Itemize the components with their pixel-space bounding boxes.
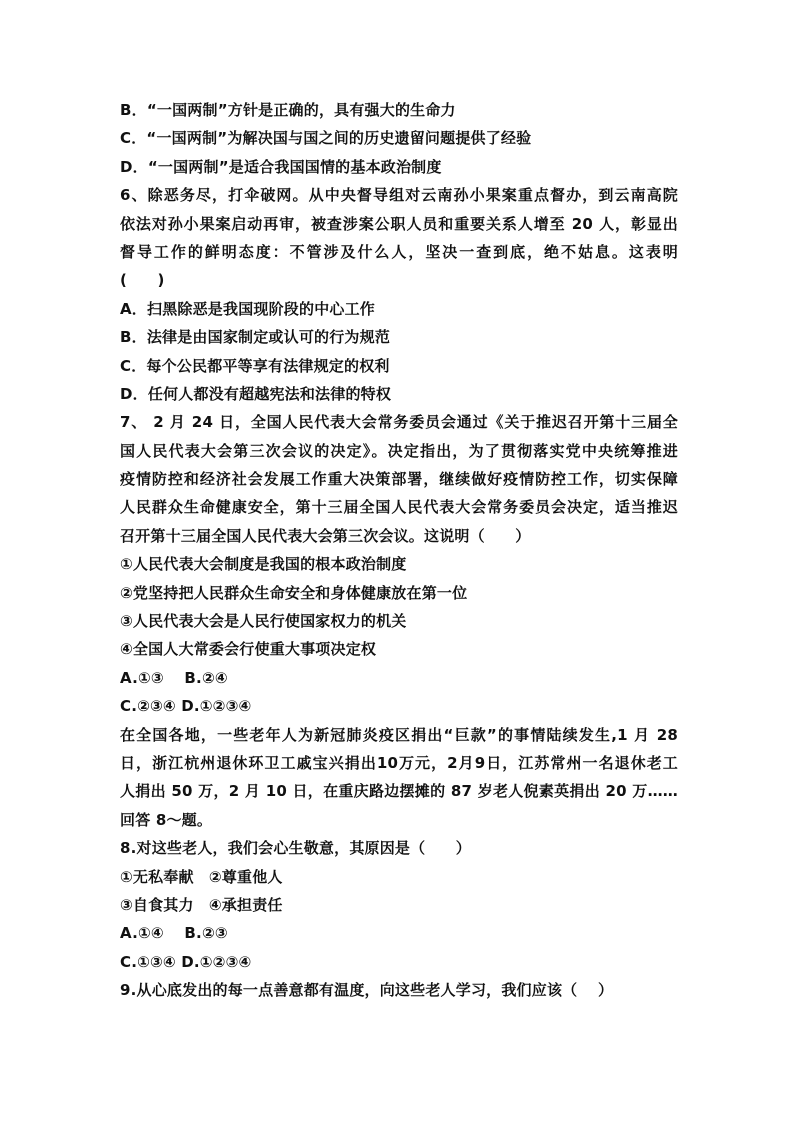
question-8-options-ab: A.①④ B.②③: [120, 924, 228, 943]
question-9-stem: 9.从心底发出的每一点善意都有温度，向这些老人学习，我们应该（ ）: [120, 981, 614, 1000]
question-7-stem-line-5: 召开第十三届全国人民代表大会第三次会议。这说明（ ）: [120, 526, 531, 545]
question-6-option-d: D．任何人都没有超越宪法和法律的特权: [120, 384, 392, 403]
question-7-statement-4: ④全国人大常委会行使重大事项决定权: [120, 640, 377, 659]
material-line-2: 日，浙江杭州退休环卫工戚宝兴捐出10万元，2月9日，江苏常州一名退休老工: [120, 753, 678, 772]
question-8-statements-34: ③自食其力 ④承担责任: [120, 895, 283, 914]
option-c-line: C．“一国两制”为解决国与国之间的历史遗留问题提供了经验: [120, 129, 532, 148]
question-7-stem-line-3: 疫情防控和经济社会发展工作重大决策部署，继续做好疫情防控工作，切实保障: [120, 470, 678, 489]
question-8-options-cd: C.①③④ D.①②③④: [120, 952, 252, 971]
question-7-statement-3: ③人民代表大会是人民行使国家权力的机关: [120, 612, 407, 631]
option-d-line: D．“一国两制”是适合我国国情的基本政治制度: [120, 157, 442, 176]
question-8-stem: 8.对这些老人，我们会心生敬意，其原因是（ ）: [120, 839, 471, 858]
document-page: [120, 96, 678, 1005]
material-line-3: 人捐出 50 万，2 月 10 日，在重庆路边摆摊的 87 岁老人倪素英捐出 20 万……: [120, 782, 678, 801]
question-7-stem-line-2: 国人民代表大会第三次会议的决定》。决定指出，为了贯彻落实党中央统筹推进: [120, 441, 678, 460]
question-6-answer-blank: ( ): [120, 271, 165, 290]
question-6-option-c: C．每个公民都平等享有法律规定的权利: [120, 356, 390, 375]
question-6-stem-line-2: 依法对孙小果案启动再审，被查涉案公职人员和重要关系人增至 20 人，彰显出: [120, 214, 678, 233]
question-6-option-a: A．扫黑除恶是我国现阶段的中心工作: [120, 299, 376, 318]
material-line-1: 在全国各地，一些老年人为新冠肺炎疫区捐出“巨款”的事情陆续发生,1 月 28: [120, 725, 678, 744]
question-6-option-b: B．法律是由国家制定或认可的行为规范: [120, 328, 391, 347]
option-b-line: B．“一国两制”方针是正确的，具有强大的生命力: [120, 101, 456, 119]
question-6-stem-line-3: 督导工作的鲜明态度：不管涉及什么人，坚决一查到底，绝不姑息。这表明: [120, 242, 678, 261]
question-6-stem-line-1: 6、除恶务尽，打伞破网。从中央督导组对云南孙小果案重点督办，到云南高院: [120, 186, 678, 205]
material-instruction: 回答 8～题。: [120, 810, 213, 829]
question-7-stem-line-4: 人民群众生命健康安全，第十三届全国人民代表大会常务委员会决定，适当推迟: [120, 498, 678, 517]
question-7-statement-2: ②党坚持把人民群众生命安全和身体健康放在第一位: [120, 583, 468, 602]
question-7-options-cd: C.②③④ D.①②③④: [120, 697, 252, 716]
question-8-statements-12: ①无私奉献 ②尊重他人: [120, 867, 283, 886]
question-7-statement-1: ①人民代表大会制度是我国的根本政治制度: [120, 555, 407, 574]
question-7-options-ab: A.①③ B.②④: [120, 668, 228, 687]
question-7-stem-line-1: 7、 2 月 24 日，全国人民代表大会常务委员会通过《关于推迟召开第十三届全: [120, 413, 678, 432]
